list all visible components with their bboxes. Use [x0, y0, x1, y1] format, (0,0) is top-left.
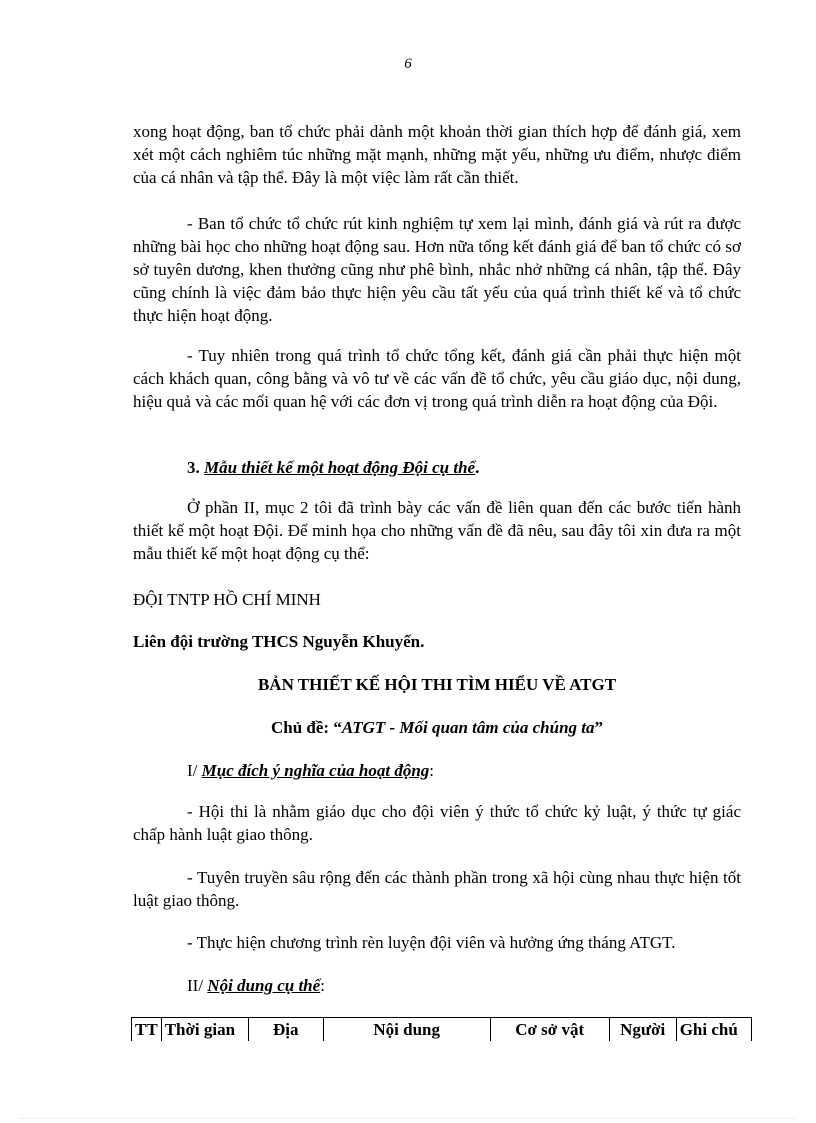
theme-line: [133, 716, 741, 739]
table-header-row: [132, 1018, 752, 1042]
bullet-discipline: - Hội thi là nhằm giáo dục cho đội viên ý thức tổ chức kỷ luật, ý thức tự giác chấp hành luật giao thông.: [133, 802, 741, 844]
table-header-cell: Địa: [248, 1018, 323, 1042]
section-2-end: :: [320, 976, 325, 995]
theme-end: ”: [594, 718, 604, 737]
paragraph-objectivity: - Tuy nhiên trong quá trình tổ chức tổng kết, đánh giá cần phải thực hiện một cách khách quan, công bằng và vô tư về các vấn đề tổ chức, yêu cầu giáo dục, nội dung, hiệu quả và các mối quan hệ với các đơn vị trong quá trình diễn ra hoạt động của Đội.: [133, 346, 741, 411]
section-1-heading: [187, 759, 434, 782]
bullet-propaganda: - Tuyên truyền sâu rộng đến các thành phần trong xã hội cùng nhau thực hiện tốt luật giao thông.: [133, 868, 741, 910]
table-header-cell: Thời gian: [161, 1018, 248, 1042]
section-1-title: Mục đích ý nghĩa của hoạt động: [201, 761, 430, 780]
bullet-training: - Thực hiện chương trình rèn luyện đội viên và hưởng ứng tháng ATGT.: [187, 933, 676, 952]
page-number: 6: [404, 56, 412, 72]
section-1-number: I/: [187, 761, 202, 780]
school-name: Liên đội trường THCS Nguyễn Khuyến.: [133, 632, 425, 651]
document-title: BẢN THIẾT KẾ HỘI THI TÌM HIỂU VỀ ATGT: [257, 675, 617, 694]
table-header-cell: Cơ sở vật: [490, 1018, 609, 1042]
theme-label: Chủ đề: “: [270, 718, 342, 737]
section-2-title: Nội dung cụ thể: [207, 976, 321, 995]
section-2-heading: [187, 974, 325, 997]
activity-plan-table: [131, 1017, 752, 1041]
paragraph-template-intro: Ở phần II, mục 2 tôi đã trình bày các vấn đề liên quan đến các bước tiến hành thiết kế một hoạt Đội. Để minh họa cho những vấn đề đã nêu, sau đây tôi xin đưa ra một mẫu thiết kế một hoạt động cụ thể:: [133, 498, 741, 563]
table-header-cell: Ghi chú: [676, 1018, 751, 1042]
page-bottom-divider: [20, 1118, 796, 1119]
paragraph-lessons-learned: - Ban tổ chức tổ chức rút kinh nghiệm tự xem lại mình, đánh giá và rút ra được những bài học cho những hoạt động sau. Hơn nữa tổng kết đánh giá để ban tổ chức có sơ sở tuyên dương, khen thưởng cũng như phê bình, nhắc nhở những cá nhân, tập thể. Đây cũng chính là việc đảm bảo thực hiện yêu cầu tất yếu của quá trình thiết kế và tổ chức thực hiện hoạt động.: [133, 214, 741, 325]
section-3-end: .: [475, 458, 480, 477]
table-header-cell: Nội dung: [323, 1018, 490, 1042]
organization-name: ĐỘI TNTP HỒ CHÍ MINH: [133, 590, 321, 609]
section-2-number: II/: [187, 976, 208, 995]
section-1-end: :: [429, 761, 435, 780]
section-3-title: Mẫu thiết kế một hoạt động Đội cụ thể: [204, 458, 476, 477]
table-header-cell: Người: [609, 1018, 676, 1042]
paragraph-evaluation-intro: xong hoạt động, ban tổ chức phải dành một khoản thời gian thích hợp để đánh giá, xem xét một cách nghiêm túc những mặt mạnh, những mặt yếu, những ưu điểm, nhược điểm của cá nhân và tập thể. Đây là một việc làm rất cần thiết.: [133, 122, 741, 187]
theme-value: ATGT - Mối quan tâm của chúng ta: [341, 718, 595, 737]
table-header-cell: TT: [132, 1018, 162, 1042]
section-3-number: 3.: [187, 458, 204, 477]
section-3-heading: [187, 456, 479, 479]
